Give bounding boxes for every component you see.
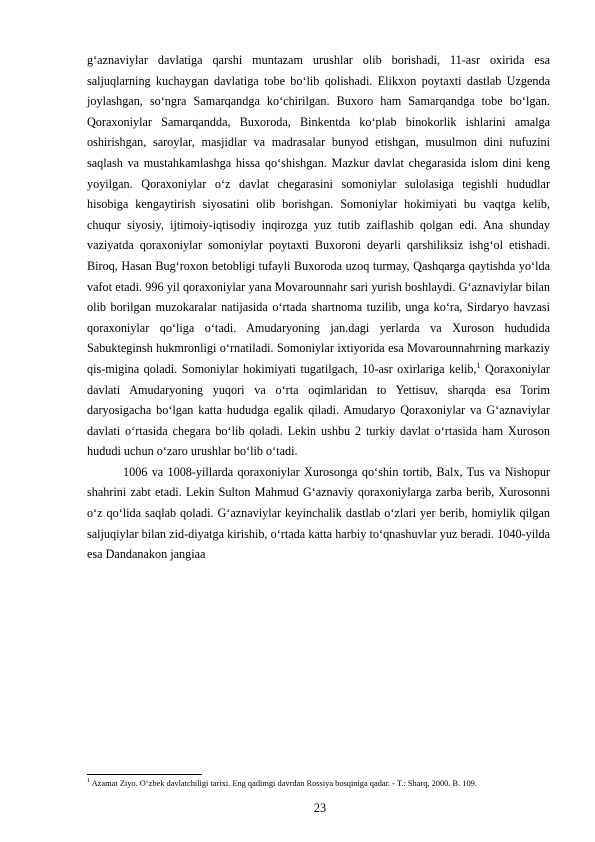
- paragraph-2: 1006 va 1008-yillarda qoraxoniylar Xurosonga qo‘shin tortib, Balx, Tus va Nishopur shahrini zabt etadi. Lekin Sulton Mahmud G‘aznaviy qoraxoniylarga zarba berib, Xurosonni o‘z qo‘lida saqlab qoladi. G‘aznaviylar keyinchalik dastlab o‘zlari yer berib, homiylik qilgan saljuqiylar bilan zid-diyatga kirishib, o‘rtada katta harbiy to‘qnashuvlar yuz beradi. 1040-yilda esa Dandanakon jangiaa: [87, 464, 550, 562]
- footnote: [87, 778, 557, 790]
- paragraph-1: [87, 50, 550, 462]
- footnote-text: Azamat Ziyo. O‘zbek davlatchiligi tarixi. Eng qadimgi davrdan Rossiya bosqiniga qadar. - T.: Sharq, 2000. B. 109.: [90, 779, 477, 788]
- footnote-number: 1: [87, 778, 90, 785]
- body-text: [87, 50, 550, 565]
- footnote-reference[interactable]: 1: [476, 360, 481, 370]
- page-number: 23: [313, 801, 327, 815]
- paragraph-1-part-1: g‘aznaviylar davlatiga qarshi muntazam urushlar olib borishadi, 11-asr oxirida esa saljuqlarning kuchaygan davlatiga tobe bo‘lib qolishadi. Elikxon poytaxti dastlab Uzgenda joylashgan, so‘ngra Samarqandga ko‘chirilgan. Buxoro ham Samarqandga tobe bo‘lgan. Qoraxoniylar Samarqandda, Buxoroda, Binkentda ko‘plab binokorlik ishlarini amalga oshirishgan, saroylar, masjidlar va madrasalar bunyod etishgan, musulmon dini nufuzini saqlash va mustahkamlashga hissa qo‘shishgan. Mazkur davlat chegarasida islom dini keng yoyilgan. Qoraxoniylar o‘z davlat chegarasini somoniylar sulolasiga tegishli hududlar hisobiga kengaytirish siyosatini olib borishgan. Somoniylar hokimiyati bu vaqtga kelib, chuqur siyosiy, ijtimoiy-iqtisodiy inqirozga yuz tutib zaiflashib qolgan edi. Ana shunday vaziyatda qoraxoniylar somoniylar poytaxti Buxoroni deyarli qarshiliksiz ishg‘ol etishadi. Biroq, Hasan Bug‘roxon betobligi tufayli Buxoroda uzoq turmay, Qashqarga qaytishda yo‘lda vafot etadi. 996 yil qoraxoniylar yana Movarounnahr sari yurish boshlaydi. G‘aznaviylar bilan olib borilgan muzokaralar natijasida o‘rtada shartnoma tuzilib, unga ko‘ra, Sirdaryo havzasi qoraxoniylar qo‘liga o‘tadi. Amudaryoning jan.dagi yerlarda va Xuroson hududida Sabukteginsh hukmronligi o‘rnatiladi. Somoniylar ixtiyorida esa Movarounnahrning markaziy qis-migina qoladi. Somoniylar hokimiyati tugatilgach, 10-asr oxirlariga kelib,: [87, 53, 550, 376]
- paragraph-1-part-2: Qoraxoniylar davlati Amudaryoning yuqori va o‘rta oqimlaridan to Yettisuv, sharqda esa Torim daryosigacha bo‘lgan katta hududga egalik qiladi. Amudaryo Qoraxoniylar va G‘aznaviylar davlati o‘rtasida chegara bo‘lib qoladi. Lekin ushbu 2 turkiy davlat o‘rtasida ham Xuroson hududi uchun o‘zaro urushlar bo‘lib o‘tadi.: [87, 361, 550, 459]
- footnote-separator: [87, 774, 202, 775]
